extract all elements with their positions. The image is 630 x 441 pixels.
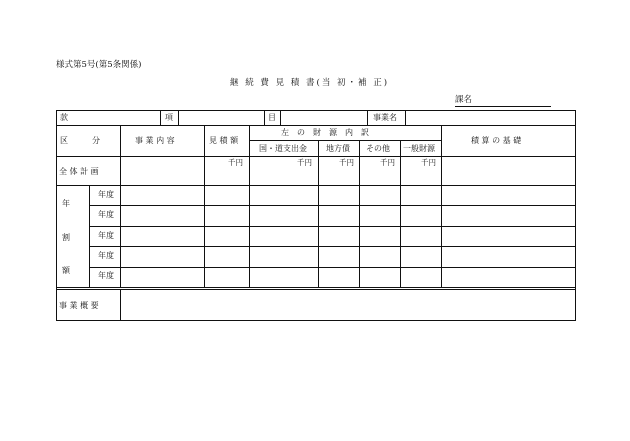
section-label: 課名	[455, 95, 473, 105]
national-prefectural-header: 国・道支出金	[259, 144, 307, 153]
kan-label: 款	[60, 113, 68, 122]
project-summary-label: 事 業 概 要	[59, 301, 99, 310]
other-header: その他	[366, 144, 390, 153]
unit-national: 千円	[297, 158, 312, 167]
unit-other: 千円	[380, 158, 395, 167]
annual-allocation-label-3: 額	[62, 266, 70, 275]
unit-general-fund: 千円	[421, 158, 436, 167]
form-number: 様式第5号(第5条関係)	[56, 60, 142, 70]
estimate-amount-header: 見 積 額	[209, 136, 239, 145]
category-header: 区 分	[60, 136, 100, 145]
year-row-3: 年度	[98, 231, 114, 240]
calculation-basis-header: 積 算 の 基 礎	[471, 136, 522, 145]
section-name-field[interactable]	[455, 93, 551, 107]
funding-breakdown-header: 左 の 財 源 内 訳	[281, 128, 369, 137]
overall-plan-label: 全 体 計 画	[59, 167, 99, 176]
project-name-label: 事業名	[373, 113, 397, 122]
unit-local-bond: 千円	[339, 158, 354, 167]
annual-allocation-label-2: 割	[62, 233, 70, 242]
document-title: 継 続 費 見 積 書(当 初・補 正)	[230, 78, 390, 88]
project-content-header: 事 業 内 容	[135, 136, 175, 145]
year-row-5: 年度	[98, 271, 114, 280]
unit-estimate: 千円	[228, 158, 243, 167]
local-bond-header: 地方債	[326, 144, 350, 153]
annual-allocation-label-1: 年	[62, 199, 70, 208]
year-row-2: 年度	[98, 210, 114, 219]
general-fund-header: 一般財源	[403, 144, 435, 153]
kou-label: 項	[165, 113, 173, 122]
year-row-4: 年度	[98, 251, 114, 260]
year-row-1: 年度	[98, 190, 114, 199]
moku-label: 目	[268, 113, 276, 122]
